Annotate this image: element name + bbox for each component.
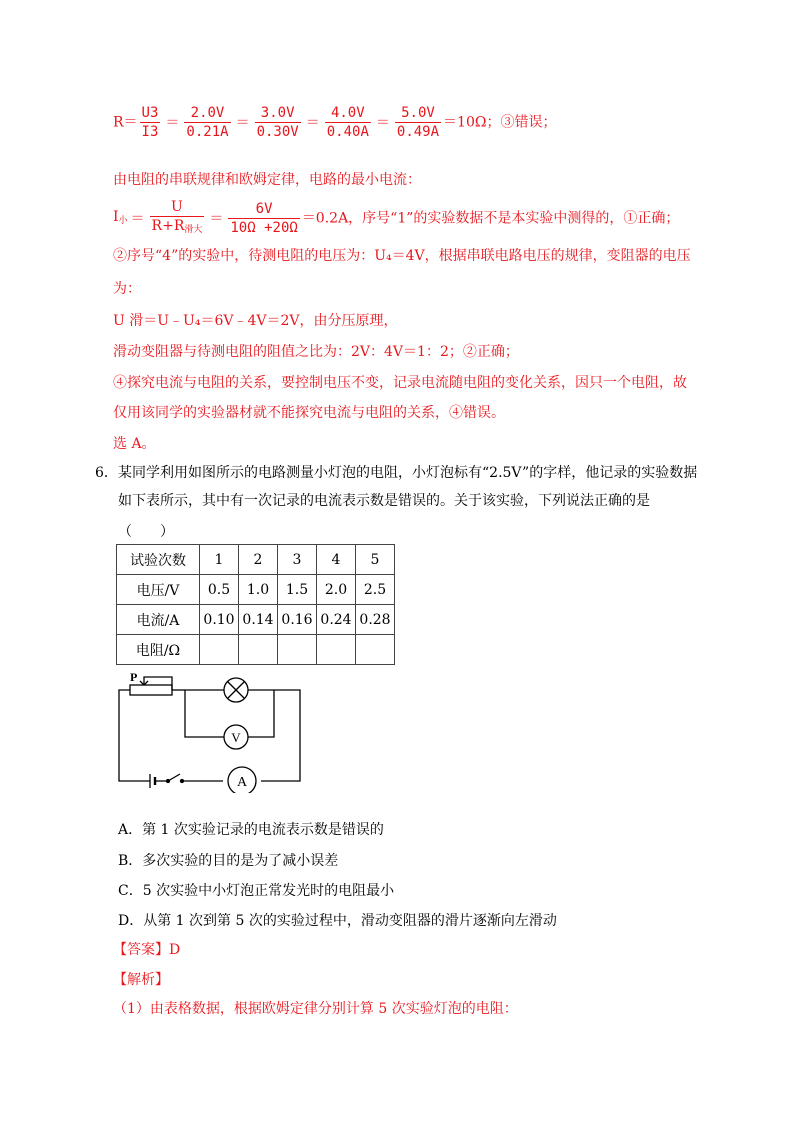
para-voltage-rule-1: ②序号“4”的实验中，待测电阻的电压为：U₄＝4V，根据串联电路电压的规律，变阻器的电压: [113, 248, 691, 264]
table-row: [117, 605, 395, 635]
para-explore-2: 仅用该同学的实验器材就不能探究电流与电阻的关系，④错误。: [113, 405, 505, 421]
table-cell: 1.0: [239, 575, 278, 605]
data-table: [116, 544, 395, 665]
fraction-3v: [255, 104, 301, 141]
table-cell: 0.24: [317, 605, 356, 635]
choice-d: D．从第 1 次到第 5 次的实验过程中，滑动变阻器的滑片逐渐向左滑动: [118, 913, 557, 929]
voltmeter-label: V: [231, 730, 241, 745]
para-series-rule: 由电阻的串联规律和欧姆定律，电路的最小电流：: [113, 172, 421, 188]
equals-sign: ＝: [235, 114, 250, 131]
table-cell: 1.5: [278, 575, 317, 605]
circuit-diagram: [112, 668, 312, 793]
table-cell: [356, 635, 395, 665]
table-cell: 电阻/Ω: [117, 635, 200, 665]
para-ratio: 滑动变阻器与待测电阻的阻值之比为：2V：4V＝1：2；②正确；: [113, 344, 519, 360]
frac-den: 0.21A: [186, 124, 229, 140]
table-row: [117, 545, 395, 575]
fraction-2v: [184, 104, 230, 141]
equals-sign: ＝: [305, 114, 320, 131]
question-line-1: 某同学利用如图所示的电路测量小灯泡的电阻，小灯泡标有“2.5V”的字样，他记录的实验数据: [118, 465, 698, 481]
frac-num: U: [150, 198, 205, 217]
choice-b: B．多次实验的目的是为了减小误差: [118, 853, 339, 869]
table-cell: 试验次数: [117, 545, 200, 575]
table-cell: 0.16: [278, 605, 317, 635]
equals-sign: ＝: [375, 114, 390, 131]
table-cell: [278, 635, 317, 665]
table-cell: 4: [317, 545, 356, 575]
para-divider: U 滑＝U﹣U₄＝6V﹣4V＝2V，由分压原理，: [113, 313, 398, 329]
table-row: [117, 575, 395, 605]
table-cell: 0.5: [200, 575, 239, 605]
eq-r-lhs: R＝: [113, 114, 138, 131]
frac-den: 0.49A: [396, 124, 440, 140]
frac-den: 0.40A: [326, 124, 369, 140]
equals-sign: ＝: [209, 210, 224, 227]
fraction-4v: [325, 104, 371, 141]
table-cell: [239, 635, 278, 665]
table-cell: 5: [356, 545, 395, 575]
resistance-equation: [113, 104, 556, 141]
analysis-title: 【解析】: [113, 972, 169, 988]
table-cell: 1: [200, 545, 239, 575]
frac-den: R+R: [151, 218, 185, 234]
answer: 【答案】D: [113, 942, 181, 958]
choice-a: A．第 1 次实验记录的电流表示数是错误的: [118, 822, 384, 838]
table-cell: [200, 635, 239, 665]
table-cell: [317, 635, 356, 665]
ammeter-label: A: [236, 775, 248, 790]
table-cell: 电压/V: [117, 575, 200, 605]
table-row: [117, 635, 395, 665]
rheostat-icon: [130, 685, 172, 695]
para-voltage-rule-2: 为：: [113, 281, 141, 297]
table-cell: 2.0: [317, 575, 356, 605]
table-cell: 电流/A: [117, 605, 200, 635]
table-cell: 2: [239, 545, 278, 575]
choice-c: C．5 次实验中小灯泡正常发光时的电阻最小: [118, 883, 395, 899]
frac-num: 4.0V: [325, 104, 371, 123]
eq-r-tail: ＝10Ω；③错误；: [443, 114, 557, 131]
slider-label: P: [130, 670, 138, 684]
eq-i-lhs: [113, 209, 128, 225]
frac-den-sub: 3: [149, 124, 159, 140]
table-cell: 0.10: [200, 605, 239, 635]
frac-num: 2.0V: [184, 104, 230, 123]
equals-sign: ＝: [130, 210, 145, 227]
table-cell: 0.14: [239, 605, 278, 635]
para-explore-1: ④探究电流与电阻的关系，要控制电压不变，记录电流随电阻的变化关系，因只一个电阻，故: [113, 375, 687, 391]
question-line-2: 如下表所示，其中有一次记录的电流表示数是错误的。关于该实验，下列说法正确的是: [118, 493, 650, 509]
analysis-step-1: （1）由表格数据，根据欧姆定律分别计算 5 次实验灯泡的电阻：: [113, 1001, 518, 1017]
table-cell: 0.28: [356, 605, 395, 635]
table-cell: 2.5: [356, 575, 395, 605]
fraction-u-over-r: [150, 198, 205, 239]
frac-num: 3.0V: [255, 104, 301, 123]
frac-num: 6V: [228, 200, 299, 219]
table-cell: 3: [278, 545, 317, 575]
frac-den: I: [141, 124, 150, 140]
question-blank: （ ）: [118, 524, 174, 540]
fraction-u3-i3: [140, 104, 161, 141]
equals-sign: ＝: [165, 114, 180, 131]
fraction-5v: [395, 104, 441, 141]
frac-num: U: [141, 105, 150, 121]
eq-i-sub: 小: [118, 215, 128, 226]
frac-den-sub: 滑大: [184, 225, 203, 235]
frac-num: 5.0V: [395, 104, 441, 123]
frac-den: 0.30V: [256, 124, 299, 140]
eq-i-tail: ＝0.2A，序号“1”的实验数据不是本实验中测得的，①正确；: [301, 210, 680, 227]
frac-den: 10Ω +20Ω: [230, 220, 298, 236]
fraction-6v: [228, 200, 299, 237]
eq-i-symbol: I: [113, 208, 119, 225]
lamp-icon: [224, 678, 248, 702]
question-number: 6．: [95, 465, 118, 481]
frac-num-sub: 3: [149, 105, 159, 121]
current-equation: [113, 198, 679, 239]
para-select: 选 A。: [113, 436, 156, 452]
